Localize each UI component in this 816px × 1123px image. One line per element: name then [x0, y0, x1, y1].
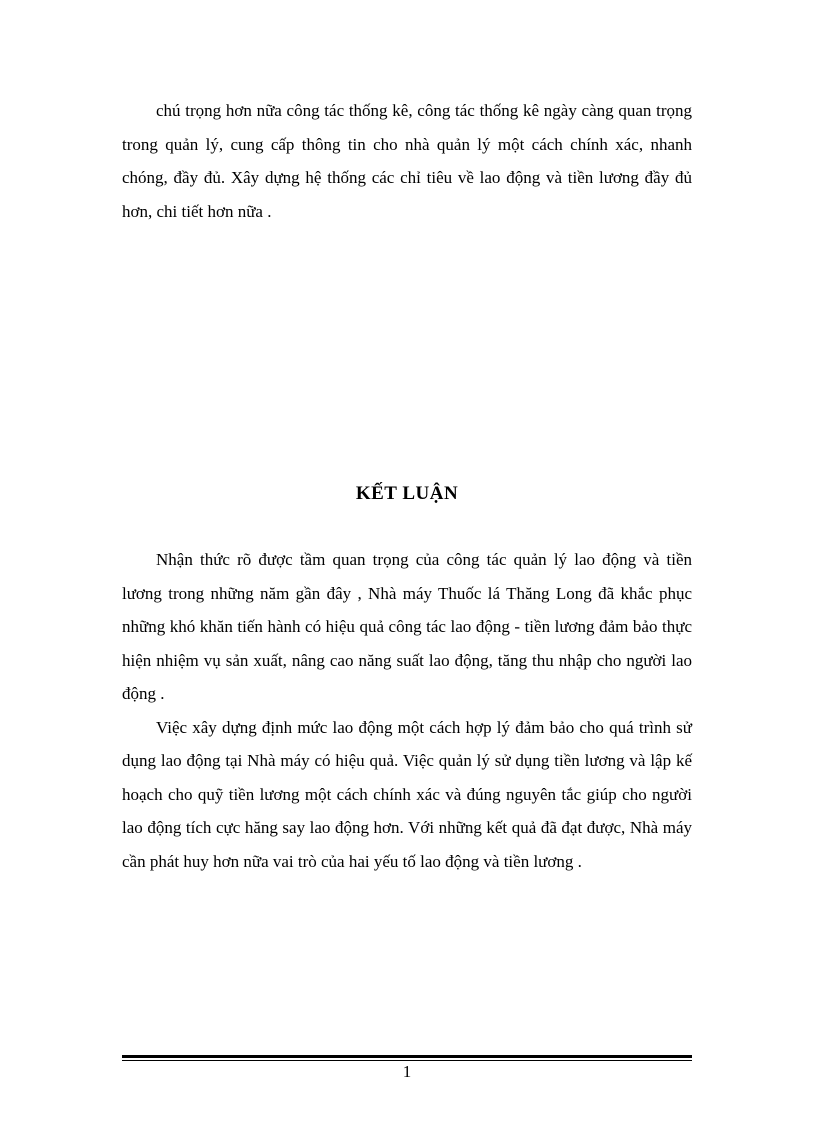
section-heading: KẾT LUẬN — [355, 483, 459, 504]
footer-rule-thick — [122, 1055, 692, 1058]
footer-rule-thin — [122, 1060, 692, 1061]
intro-text-block — [122, 94, 692, 228]
page-number: 1 — [402, 1062, 412, 1081]
intro-paragraph: chú trọng hơn nữa công tác thống kê, công tác thống kê ngày càng quan trọng trong quản lý, cung cấp thông tin cho nhà quản lý một cách chính xác, nhanh chóng, đầy đủ. Xây dựng hệ thống các chỉ tiêu về lao động và tiền lương đầy đủ hơn, chi tiết hơn nữa . — [122, 101, 692, 221]
conclusion-paragraph-2: Việc xây dựng định mức lao động một cách hợp lý đảm bảo cho quá trình sử dụng lao động tại Nhà máy có hiệu quả. Việc quản lý sử dụng tiền lương và lập kế hoạch cho quỹ tiền lương một cách chính xác và đúng nguyên tắc giúp cho người lao động tích cực hăng say lao động hơn. Với những kết quả đã đạt được, Nhà máy cần phát huy hơn nữa vai trò của hai yếu tố lao động và tiền lương . — [122, 717, 692, 871]
conclusion-text-block — [122, 543, 692, 878]
conclusion-paragraph-1: Nhận thức rõ được tầm quan trọng của công tác quản lý lao động và tiền lương trong những năm gần đây , Nhà máy Thuốc lá Thăng Long đã khắc phục những khó khăn tiến hành có hiệu quả công tác lao động - tiền lương đảm bảo thực hiện nhiệm vụ sản xuất, nâng cao năng suất lao động, tăng thu nhập cho người lao động . — [122, 550, 692, 703]
